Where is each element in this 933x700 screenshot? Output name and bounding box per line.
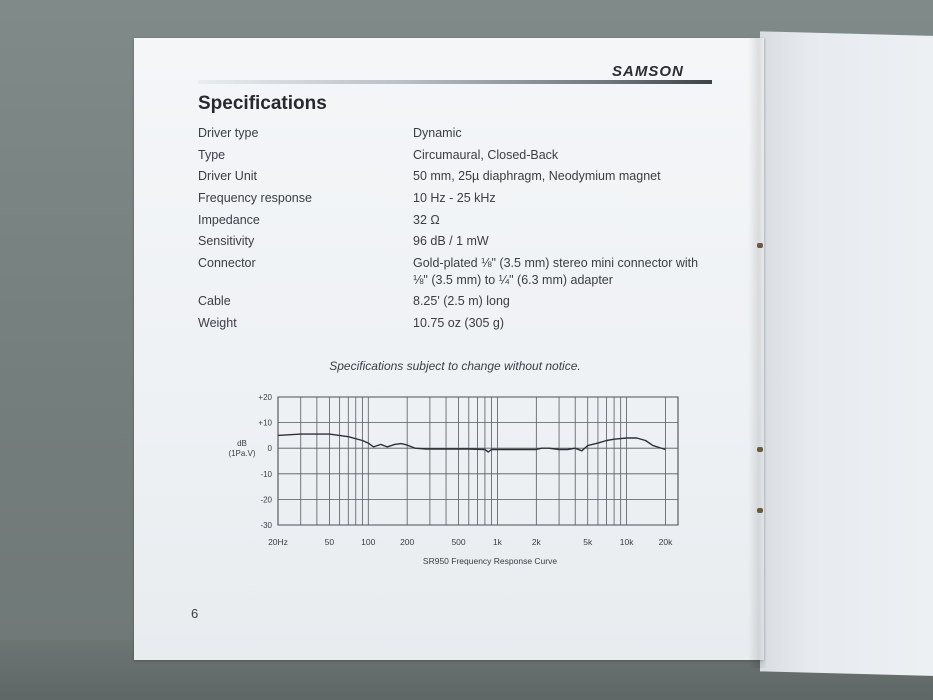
change-notice: Specifications subject to change without notice. [329, 359, 581, 373]
spec-label: Type [198, 148, 226, 162]
brand-logo: SAMSON [612, 63, 684, 80]
y-tick-label: -20 [260, 495, 272, 505]
staple-mark [757, 243, 763, 248]
x-tick-label: 20k [658, 537, 673, 547]
spec-value: Gold-plated ⅛" (3.5 mm) stereo mini connector with [413, 256, 699, 270]
spec-label: Frequency response [198, 191, 312, 205]
spec-value: 96 dB / 1 mW [413, 234, 489, 248]
y-tick-label: -30 [260, 521, 272, 530]
spec-value-continued: ⅛" (3.5 mm) to ¼" (6.3 mm) adapter [413, 273, 613, 287]
y-tick-label: -10 [260, 469, 272, 479]
spec-value: 8.25' (2.5 m) long [413, 294, 510, 308]
spec-label: Impedance [198, 213, 260, 227]
x-tick-label: 500 [451, 537, 466, 547]
x-tick-label: 1k [492, 537, 502, 547]
spec-label: Driver Unit [198, 169, 258, 183]
spec-value: 32 Ω [413, 213, 440, 227]
frequency-response-chart [206, 388, 696, 578]
x-tick-label: 200 [400, 537, 415, 547]
y-axis-label-unit: (1Pa.V) [228, 449, 256, 459]
spec-value: Circumaural, Closed-Back [413, 148, 559, 162]
spec-value: 50 mm, 25µ diaphragm, Neodymium magnet [413, 169, 661, 183]
x-tick-label: 20Hz [268, 537, 288, 547]
chart-caption: SR950 Frequency Response Curve [422, 556, 558, 566]
x-tick-label: 10k [619, 537, 634, 547]
x-tick-label: 2k [531, 537, 541, 547]
x-tick-label: 100 [361, 537, 376, 547]
response-curve [278, 434, 666, 452]
page-number: 6 [191, 606, 199, 621]
x-tick-label: 5k [583, 537, 593, 547]
spec-value: 10 Hz - 25 kHz [413, 191, 496, 205]
header-rule [198, 80, 712, 84]
spec-label: Sensitivity [198, 234, 255, 248]
spec-label: Driver type [198, 126, 259, 140]
spec-label: Weight [198, 316, 237, 330]
staple-mark [757, 508, 763, 513]
staple-mark [757, 447, 763, 452]
spec-label: Connector [198, 256, 256, 270]
spec-label: Cable [198, 294, 231, 308]
spine-shadow [748, 38, 766, 668]
plot-frame [278, 397, 678, 525]
x-tick-label: 50 [324, 537, 335, 547]
page-title: Specifications [198, 93, 327, 114]
y-tick-label: +10 [258, 418, 272, 428]
facing-page [760, 31, 933, 676]
spec-value: 10.75 oz (305 g) [413, 316, 505, 330]
spec-value: Dynamic [413, 126, 462, 140]
y-axis-label: dB [237, 439, 247, 449]
y-tick-label: +20 [258, 393, 272, 402]
y-tick-label: 0 [267, 444, 272, 454]
